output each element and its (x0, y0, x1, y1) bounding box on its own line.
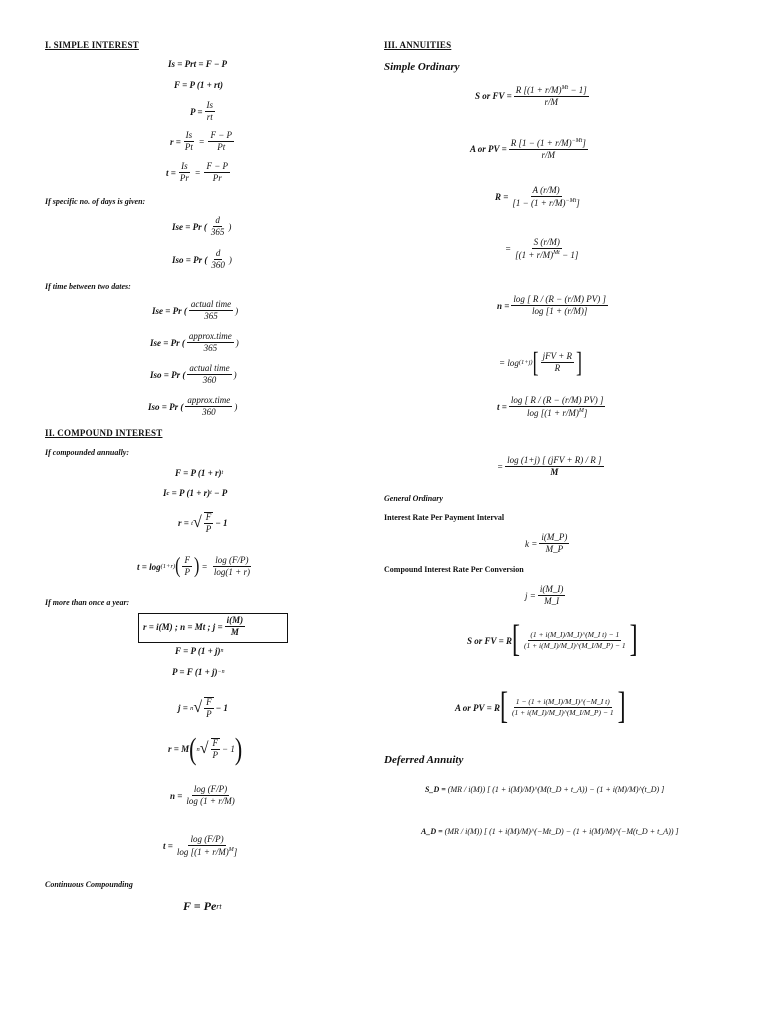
eq-m-n: n = $\frac{\log (F/P)}{\log (1 + r/M)}$ (170, 784, 235, 807)
eq-iso-approx: Iso = Pr ( $\frac{\text{approx.time}}{360}$ ) (148, 395, 238, 418)
eq-ise-days: Ise = Pr ( $\frac{d}{365}$ ) (172, 215, 232, 238)
eq-m-t: t = $\frac{\log (F/P)}{\log [(1 + r/M)^M]}$ (163, 834, 238, 858)
eq-j: j = $\frac{i(M\_I)}{M\_I}$ (525, 584, 564, 607)
eq-annuity-t1: t = $\frac{\log [ R / (R - (r/M) PV) ]}{\log [(1 + r/M)^M]}$ (497, 395, 604, 419)
eq-general-pv: A or PV = R [ $\frac{\text{1 − (1 + i(M\_I)/M\_I)\textasciicircum{}(−M\_I t)}}{(1 + i(M\_I)/M\_I)\^{}(M\_I/M\_P) - 1}$ ] (455, 685, 626, 728)
eq-annuity-t2: = $\frac{\text{log (1+j) [ (jFV + R) / R ]}}{M}$ (497, 455, 602, 478)
days-given-label: If specific no. of days is given: (45, 197, 146, 206)
eq-annuity-r1: R = $\frac{A (r/M)}{[1 - (1 + r/M)^{-Mt}]}$ (495, 185, 580, 209)
eq-m-pv: P = F (1 + j) −n (172, 667, 225, 677)
eq-m-r: r = M ( n √ $\frac{F}{P}$ − 1 ) (168, 730, 243, 766)
compound-interest-heading: II. COMPOUND INTEREST (45, 428, 163, 438)
eq-compound-fv: F = P (1 + r) t (175, 468, 224, 478)
annuities-heading: III. ANNUITIES (384, 40, 452, 50)
eq-iso-days: Iso = Pr ( $\frac{d}{360}$ ) (172, 248, 232, 271)
eq-m-fv: F = P (1 + j) n (175, 646, 224, 656)
eq-annuity-r2: = $\frac{S (r/M)}{[(1 + r/M)^{Mt} - 1]}$ (505, 237, 579, 261)
eq-rate: r = $\frac{Is}{Pt}$ = $\frac{F - P}{Pt}$ (170, 130, 233, 153)
two-dates-label: If time between two dates: (45, 282, 131, 291)
deferred-annuity-heading: Deferred Annuity (384, 754, 464, 766)
eq-annuity-fv: S or FV = $\frac{R [(1 + r/M)^{Mt} - 1]}{r/M}$ (475, 85, 587, 108)
rate-per-conversion-label: Compound Interest Rate Per Conversion (384, 565, 524, 574)
eq-time: t = $\frac{Is}{Pr}$ = $\frac{F - P}{Pr}$ (166, 161, 229, 184)
eq-k: k = $\frac{i(M\_P)}{M\_P}$ (525, 532, 568, 555)
eq-ise-approx: Ise = Pr ( $\frac{\text{approx.time}}{365}$ ) (150, 331, 239, 354)
eq-compound-rate: r = t √ $\frac{F}{P}$ − 1 (178, 512, 228, 535)
eq-general-fv: S or FV = R [ $\frac{\text{(1 + i(M\_I)/M\_I)\textasciicircum{}(M\_I t) − 1}}{(1 + i(M\_I)/M\_I)\^{}(M\_I/M\_P) - 1}$ ] (467, 618, 638, 661)
more-than-once-label: If more than once a year: (45, 598, 130, 607)
eq-deferred-a: A_D = (MR / i(M)) [ (1 + i(M)/M)^(−Mt_D) − (1 + i(M)/M)^(−M(t_D + t_A)) ] (421, 827, 679, 836)
simple-ordinary-heading: Simple Ordinary (384, 61, 460, 73)
general-ordinary-heading: General Ordinary (384, 494, 443, 503)
eq-annuity-n1: n = $\frac{\log [ R / (R - (r/M) PV) ]}{\log [1 + (r/M)]}$ (497, 294, 606, 317)
eq-ise-actual: Ise = Pr ( $\frac{\text{actual time}}{365}$ ) (152, 299, 239, 322)
eq-principal: P = $\frac{Is}{rt}$ (190, 100, 214, 123)
simple-interest-heading: I. SIMPLE INTEREST (45, 40, 139, 50)
eq-continuous: F = Pe rt (183, 899, 222, 913)
rate-per-payment-label: Interest Rate Per Payment Interval (384, 513, 505, 522)
eq-annuity-pv: A or PV = $\frac{R [1 - (1 + r/M)^{-Mt}]}{r/M}$ (470, 138, 586, 161)
eq-simple-interest: Is = Prt = F − P (168, 59, 228, 69)
eq-m-j: j = n √ $\frac{F}{P}$ − 1 (178, 697, 228, 720)
eq-compound-interest: I c = P (1 + r) t − P (163, 488, 228, 498)
eq-compound-time: t = log (1+r) ( $\frac{F}{P}$ ) = $\frac{\log (F/P)}{\log(1 + r)}$ (137, 554, 250, 579)
eq-iso-actual: Iso = Pr ( $\frac{\text{actual time}}{360}$ ) (150, 363, 237, 386)
annually-label: If compounded annually: (45, 448, 130, 457)
eq-annuity-n2: = log (1+j) [ $\frac{\text{jFV + R}}{R}$ ] (499, 346, 583, 379)
eq-future-value: F = P (1 + rt) (174, 80, 224, 90)
eq-definitions: r = i(M) ; n = Mt ; j = $\frac{i(M)}{M}$ (143, 615, 244, 638)
continuous-label: Continuous Compounding (45, 880, 133, 889)
eq-deferred-s: S_D = (MR / i(M)) [ (1 + i(M)/M)^(M(t_D + t_A)) − (1 + i(M)/M)^(t_D) ] (425, 785, 665, 794)
